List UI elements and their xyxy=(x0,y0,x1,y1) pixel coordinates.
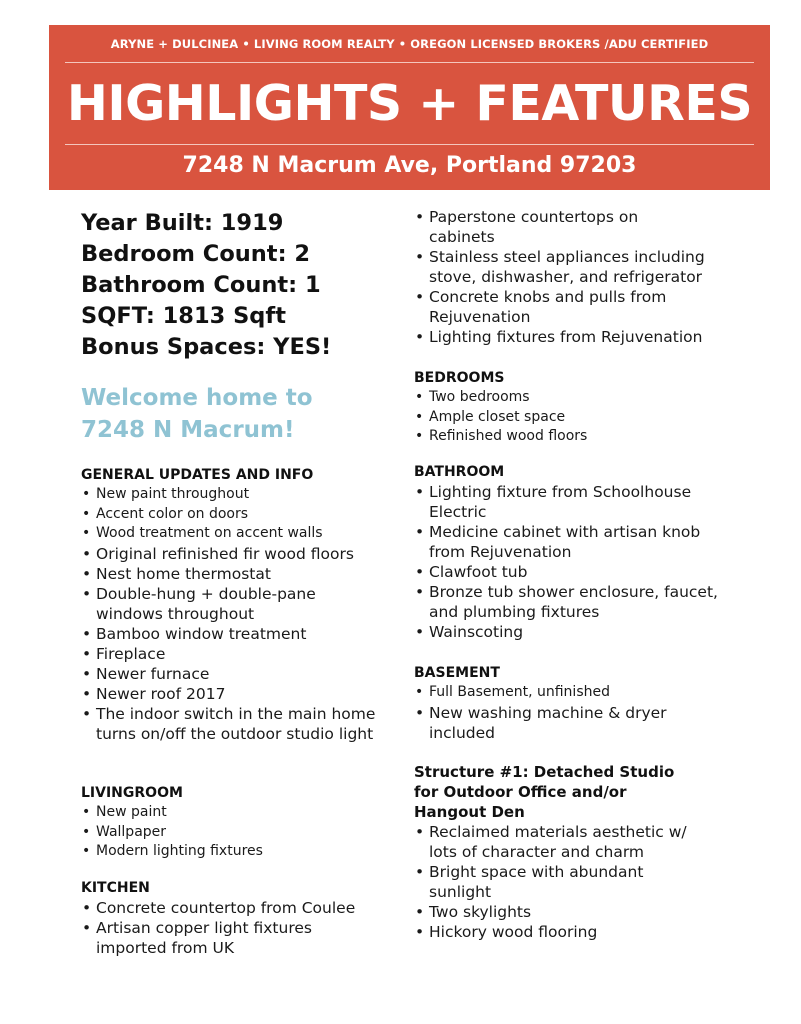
list-item: • New paint xyxy=(81,803,401,823)
list-item: • Bronze tub shower enclosure, faucet, and plumbing fixtures xyxy=(414,582,754,622)
list-item: • Refinished wood floors xyxy=(414,427,754,447)
section-heading: BEDROOMS xyxy=(414,370,505,386)
list-item: • Modern lighting fixtures xyxy=(81,842,401,862)
welcome-line: 7248 N Macrum! xyxy=(81,417,295,443)
banner-divider-bottom xyxy=(65,144,754,145)
section-heading: BATHROOM xyxy=(414,464,505,480)
list-item: • Two skylights xyxy=(414,902,714,922)
list-item: • Concrete countertop from Coulee xyxy=(81,898,401,918)
list-item: • The indoor switch in the main home turns on/off the outdoor studio light xyxy=(81,704,401,744)
section-kitchen xyxy=(81,879,401,958)
list-item: • Newer furnace xyxy=(81,664,401,684)
section-heading: LIVINGROOM xyxy=(81,785,183,801)
list-item: • Nest home thermostat xyxy=(81,564,401,584)
stat-bathroom-count: Bathroom Count: 1 xyxy=(81,272,321,298)
property-address: 7248 N Macrum Ave, Portland 97203 xyxy=(182,153,637,178)
list-item: • Bamboo window treatment xyxy=(81,624,401,644)
section-livingroom xyxy=(81,784,401,862)
list-item: • Lighting fixture from Schoolhouse Electric xyxy=(414,482,754,522)
list-item: • Bright space with abundant sunlight xyxy=(414,862,714,902)
list-item: • Accent color on doors xyxy=(81,505,401,525)
list-item: • Original refinished fir wood floors xyxy=(81,544,401,564)
page-title: HIGHLIGHTS + FEATURES xyxy=(66,75,753,132)
list-item: • Fireplace xyxy=(81,644,401,664)
section-general-updates xyxy=(81,466,401,744)
section-bathroom xyxy=(414,463,754,642)
list-item: • Double-hung + double-pane windows throughout xyxy=(81,584,401,624)
stat-bonus-spaces: Bonus Spaces: YES! xyxy=(81,334,332,360)
list-item: • Medicine cabinet with artisan knob from Rejuvenation xyxy=(414,522,754,562)
broker-tagline: ARYNE + DULCINEA • LIVING ROOM REALTY • OREGON LICENSED BROKERS /ADU CERTIFIED xyxy=(110,37,709,51)
section-detached-studio xyxy=(414,762,714,942)
feature-list xyxy=(414,482,754,642)
list-item: • Paperstone countertops on cabinets xyxy=(414,207,754,247)
stat-sqft: SQFT: 1813 Sqft xyxy=(81,303,286,329)
section-bedrooms xyxy=(414,369,754,447)
welcome-line: Welcome home to xyxy=(81,385,313,411)
feature-list xyxy=(81,485,401,744)
list-item: • Full Basement, unfinished xyxy=(414,683,754,703)
header-banner xyxy=(49,25,770,190)
property-stats xyxy=(81,208,401,363)
list-item: • Two bedrooms xyxy=(414,388,754,408)
list-item: • Wainscoting xyxy=(414,622,754,642)
welcome-message xyxy=(81,382,401,446)
feature-list xyxy=(81,803,401,862)
section-basement xyxy=(414,664,754,743)
list-item: • Wallpaper xyxy=(81,823,401,843)
stat-bedroom-count: Bedroom Count: 2 xyxy=(81,241,311,267)
list-item: • Artisan copper light fixtures imported from UK xyxy=(81,918,401,958)
list-item: • New paint throughout xyxy=(81,485,401,505)
feature-list xyxy=(414,822,714,942)
list-item: • Concrete knobs and pulls from Rejuvenation xyxy=(414,287,754,327)
section-heading: BASEMENT xyxy=(414,665,500,681)
feature-list xyxy=(81,898,401,958)
section-heading: KITCHEN xyxy=(81,880,150,896)
list-item: • Hickory wood flooring xyxy=(414,922,714,942)
list-item: • Clawfoot tub xyxy=(414,562,754,582)
banner-divider-top xyxy=(65,62,754,63)
feature-list xyxy=(414,683,754,743)
stat-year-built: Year Built: 1919 xyxy=(81,210,284,236)
feature-list xyxy=(414,388,754,447)
section-heading: GENERAL UPDATES AND INFO xyxy=(81,467,314,483)
section-heading: Structure #1: Detached Studio for Outdoor Office and/or Hangout Den xyxy=(414,763,675,821)
list-item: • New washing machine & dryer included xyxy=(414,703,754,743)
list-item: • Stainless steel appliances including stove, dishwasher, and refrigerator xyxy=(414,247,754,287)
section-kitchen-continued xyxy=(414,207,754,347)
list-item: • Lighting fixtures from Rejuvenation xyxy=(414,327,754,347)
list-item: • Reclaimed materials aesthetic w/ lots of character and charm xyxy=(414,822,714,862)
feature-list xyxy=(414,207,754,347)
list-item: • Wood treatment on accent walls xyxy=(81,524,401,544)
list-item: • Newer roof 2017 xyxy=(81,684,401,704)
list-item: • Ample closet space xyxy=(414,408,754,428)
